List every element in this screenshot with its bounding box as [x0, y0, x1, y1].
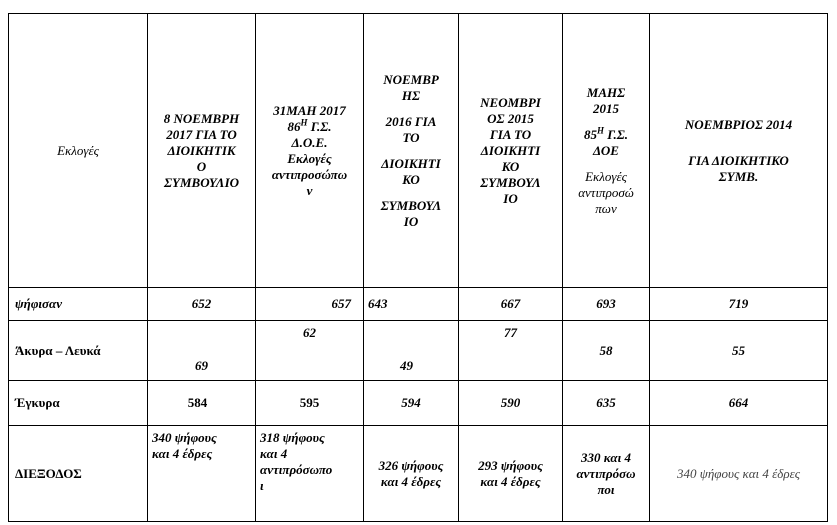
row-label: Άκυρα – Λευκά: [9, 321, 148, 381]
outcome-text: και 4 έδρες: [480, 473, 541, 489]
outcome-text: ι: [260, 478, 264, 493]
cell-value: 643: [364, 288, 459, 321]
header-text: Εκλογές: [585, 168, 627, 184]
table-row-valid: [9, 381, 828, 426]
cell-value: 594: [364, 381, 459, 426]
cell-value: 657: [256, 288, 364, 321]
cell-value: 595: [256, 381, 364, 426]
header-text: ΝΕΟΜΒΡΙ: [480, 94, 541, 110]
header-text: 85: [583, 126, 597, 142]
cell-value: 69: [148, 321, 256, 381]
header-row: [9, 14, 828, 288]
outcome-text: και 4 έδρες: [380, 473, 442, 489]
header-text: ΙΟ: [403, 213, 419, 229]
header-col-nov2014: [650, 14, 828, 288]
header-text: ΔΙΟΙΚΗΤΙ: [480, 142, 541, 158]
outcome-cell: [459, 426, 563, 522]
table-row-invalid: [9, 321, 828, 381]
outcome-text: 340 ψήφους: [152, 430, 217, 445]
header-text: ΣΥΜΒΟΥΛΙΟ: [163, 174, 240, 190]
header-col-nov2015: [459, 14, 563, 288]
header-text: ΣΥΜΒΟΥΛ: [480, 174, 541, 190]
outcome-cell: 340 ψήφους και 4 έδρες: [650, 426, 828, 522]
cell-value: 664: [650, 381, 828, 426]
header-text: ΟΣ 2015: [487, 110, 534, 126]
header-text: 2017 ΓΙΑ ΤΟ: [166, 126, 237, 142]
elections-table: [8, 13, 828, 522]
header-text: 2015: [593, 100, 619, 116]
row-label: Έγκυρα: [9, 381, 148, 426]
outcome-cell: [364, 426, 459, 522]
outcome-text: ποι: [597, 481, 615, 497]
header-text: Γ.Σ.: [307, 118, 332, 134]
header-text: 2016 ΓΙΑ: [385, 113, 437, 129]
header-text: Γ.Σ.: [604, 126, 628, 142]
header-text: αντιπροσώπω: [271, 166, 348, 182]
outcome-text: και 4 έδρες: [152, 446, 213, 461]
header-col-may2015: [563, 14, 650, 288]
outcome-text: 330 και 4: [581, 449, 631, 465]
header-text: πων: [595, 200, 617, 216]
header-text: Εκλογές: [287, 150, 332, 166]
header-rowlabel: Εκλογές: [9, 14, 148, 288]
header-text: ΚΟ: [501, 158, 520, 174]
header-text: Δ.Ο.Ε.: [291, 134, 328, 150]
header-col-nov2016: [364, 14, 459, 288]
header-text: ΝΟΕΜΒΡΙΟΣ 2014: [684, 116, 793, 132]
header-text: Ο: [196, 158, 207, 174]
outcome-text: 318 ψήφους: [260, 430, 325, 445]
header-text: ΔΙΟΙΚΗΤΙ: [381, 155, 441, 171]
header-text: ΔΟΕ: [593, 142, 619, 158]
header-text: ΜΑΗΣ: [586, 84, 626, 100]
header-text: ΣΥΜΒΟΥΛ: [380, 197, 442, 213]
outcome-cell: [563, 426, 650, 522]
header-text: [260, 119, 359, 135]
cell-value: 55: [650, 321, 828, 381]
cell-value: 584: [148, 381, 256, 426]
header-col-may2017: [256, 14, 364, 288]
cell-value: 693: [563, 288, 650, 321]
cell-value: 590: [459, 381, 563, 426]
outcome-text: αντιπρόσωπο: [260, 462, 333, 477]
header-text: αντιπροσώ: [578, 184, 634, 200]
cell-value: 62: [256, 321, 364, 381]
header-text: ΝΟΕΜΒΡ: [383, 71, 439, 87]
row-label: ψήφισαν: [9, 288, 148, 321]
cell-value: 635: [563, 381, 650, 426]
header-text: ΚΟ: [402, 171, 420, 187]
cell-value: 719: [650, 288, 828, 321]
header-text: ΤΟ: [402, 129, 420, 145]
header-sup: Η: [300, 117, 308, 128]
header-text: 8 ΝΟΕΜΒΡΗ: [163, 110, 240, 126]
header-text: 86: [287, 118, 301, 134]
header-text: ν: [306, 182, 313, 198]
cell-value: 49: [364, 321, 459, 381]
cell-value: 667: [459, 288, 563, 321]
outcome-cell: [148, 426, 256, 522]
header-text: ΙΟ: [503, 190, 518, 206]
cell-value: 77: [459, 321, 563, 381]
header-text: ΗΣ: [401, 87, 421, 103]
outcome-text: 326 ψήφους: [378, 457, 444, 473]
outcome-text: αντιπρόσω: [576, 465, 636, 481]
header-text: ΔΙΟΙΚΗΤΙΚ: [167, 142, 236, 158]
table-row-voted: [9, 288, 828, 321]
header-text: ΓΙΑ ΔΙΟΙΚΗΤΙΚΟ: [688, 152, 789, 168]
outcome-text: και 4: [260, 446, 288, 461]
header-sup: Η: [596, 125, 604, 136]
row-label: ΔΙΕΞΟΔΟΣ: [9, 426, 148, 522]
outcome-text: 293 ψήφους: [478, 457, 543, 473]
header-col-nov2017: [148, 14, 256, 288]
cell-value: 58: [563, 321, 650, 381]
table-row-outcome: [9, 426, 828, 522]
cell-value: 652: [148, 288, 256, 321]
outcome-cell: [256, 426, 364, 522]
header-text: ΓΙΑ ΤΟ: [489, 126, 532, 142]
header-text: 31ΜΑΗ 2017: [273, 102, 346, 118]
header-text: [567, 127, 645, 143]
header-text: ΣΥΜΒ.: [718, 168, 759, 184]
